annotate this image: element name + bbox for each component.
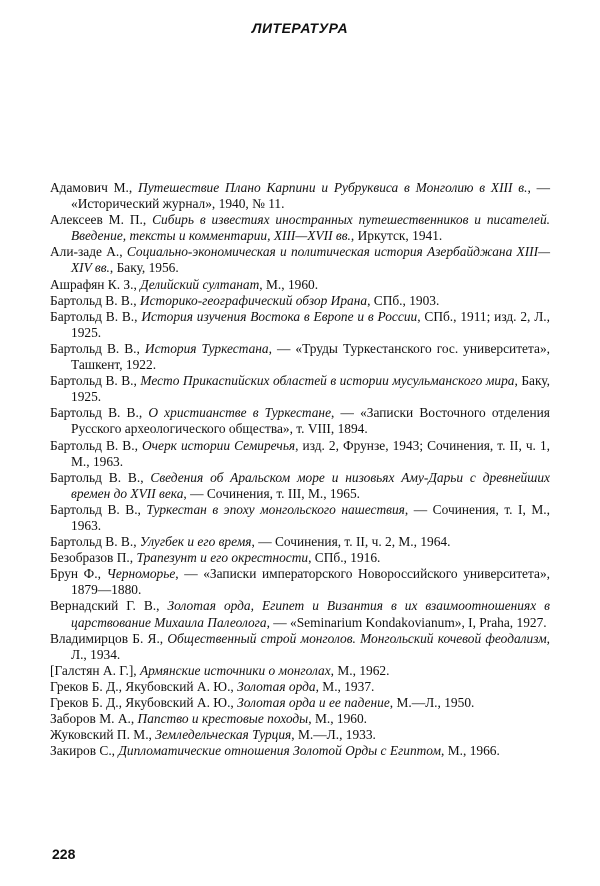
entry-author: Алексеев М. П., bbox=[50, 212, 153, 228]
bibliography-entry bbox=[50, 470, 550, 502]
entry-title: Земледельческая Турция bbox=[155, 727, 292, 743]
bibliography-entry bbox=[50, 695, 550, 711]
entry-author: Бартольд В. В., bbox=[50, 469, 151, 485]
entry-publication: , СПб., 1903. bbox=[367, 292, 440, 308]
entry-publication: , М., 1937. bbox=[315, 678, 375, 694]
bibliography-entry bbox=[50, 293, 550, 309]
bibliography-entry bbox=[50, 550, 550, 566]
entry-author: Закиров С., bbox=[50, 743, 119, 759]
bibliography-entry bbox=[50, 373, 550, 405]
bibliography-entry bbox=[50, 212, 550, 244]
entry-author: Заборов М. А., bbox=[50, 711, 138, 727]
bibliography-entry bbox=[50, 598, 550, 630]
entry-author: Бартольд В. В., bbox=[50, 437, 142, 453]
entry-title: Общественный строй монголов. Монгольский кочевой феодализм bbox=[167, 630, 547, 646]
entry-author: Адамович М., bbox=[50, 180, 139, 195]
bibliography-entry bbox=[50, 743, 550, 759]
entry-title: Золотая орда и ее падение bbox=[237, 695, 390, 710]
page-number: 228 bbox=[52, 846, 76, 862]
entry-author: Али-заде А., bbox=[50, 244, 127, 260]
entry-author: Брун Ф., bbox=[50, 566, 107, 582]
entry-publication: , М., 1960. bbox=[308, 711, 368, 727]
entry-title: Армянские источники о монголах bbox=[140, 662, 331, 678]
entry-author: Вернадский Г. В., bbox=[50, 598, 168, 614]
entry-author: Бартольд В. В., bbox=[50, 501, 147, 517]
entry-publication: , — «Записки Восточного отделения Русского археологического общества», т. VIII, 1894. bbox=[71, 405, 550, 437]
entry-title: Сведения об Аральском море и низовьях Аму-Дарьи с древнейших времен до XVII века bbox=[71, 469, 550, 501]
entry-title: Папство и крестовые походы bbox=[137, 711, 309, 727]
bibliography-entry bbox=[50, 180, 550, 212]
bibliography-entry bbox=[50, 244, 550, 276]
bibliography-entry bbox=[50, 679, 550, 695]
entry-title: Очерк истории Семиречья bbox=[141, 437, 296, 453]
entry-author: Бартольд В. В., bbox=[50, 405, 149, 421]
entry-publication: , — Сочинения, т. III, М., 1965. bbox=[183, 485, 361, 501]
entry-publication: , М., 1960. bbox=[259, 276, 319, 292]
bibliography-list bbox=[50, 180, 550, 759]
entry-title: Делийский султанат bbox=[140, 276, 260, 292]
entry-title: Золотая орда bbox=[237, 678, 316, 694]
bibliography-entry bbox=[50, 438, 550, 470]
entry-title: О христианстве в Туркестане bbox=[148, 405, 332, 421]
entry-publication: , — «Труды Туркестанского гос. университета», Ташкент, 1922. bbox=[71, 340, 551, 373]
entry-publication: , — Сочинения, т. I, М., 1963. bbox=[71, 501, 550, 533]
bibliography-entry bbox=[50, 663, 550, 679]
entry-author: Бартольд В. В., bbox=[50, 292, 140, 308]
bibliography-entry bbox=[50, 711, 550, 727]
entry-publication: , М., 1966. bbox=[441, 743, 500, 759]
entry-publication: , СПб., 1916. bbox=[308, 550, 381, 566]
bibliography-entry bbox=[50, 631, 550, 663]
entry-publication: , Баку, 1956. bbox=[109, 260, 179, 276]
entry-title: Улугбек и его время bbox=[139, 534, 252, 550]
entry-author: Безобразов П., bbox=[50, 550, 137, 566]
entry-publication: , изд. 2, Фрунзе, 1943; Сочинения, т. II, ч. 1, М., 1963. bbox=[71, 437, 550, 469]
entry-author: Бартольд В. В., bbox=[50, 373, 141, 389]
bibliography-entry bbox=[50, 727, 550, 743]
entry-author: Греков Б. Д., Якубовский А. Ю., bbox=[50, 695, 238, 710]
bibliography-entry bbox=[50, 341, 550, 373]
bibliography-entry bbox=[50, 405, 550, 437]
entry-author: Владимирцов Б. Я., bbox=[50, 630, 168, 646]
entry-title: Черноморье bbox=[106, 566, 176, 582]
entry-author: Греков Б. Д., Якубовский А. Ю., bbox=[50, 678, 238, 694]
entry-publication: , М.—Л., 1933. bbox=[291, 727, 376, 743]
bibliography-entry bbox=[50, 277, 550, 293]
entry-publication: , — Сочинения, т. II, ч. 2, М., 1964. bbox=[251, 534, 451, 550]
entry-publication: , М., 1962. bbox=[330, 662, 390, 678]
entry-title: История Туркестана bbox=[144, 340, 269, 356]
entry-publication: , — «Исторический журнал», 1940, № 11. bbox=[71, 180, 550, 212]
entry-title: Путешествие Плано Карпини и Рубруквиса в Монголию в XIII в. bbox=[138, 180, 528, 195]
entry-title: Место Прикаспийских областей в истории мусульманского мира bbox=[140, 373, 515, 389]
entry-author: Ашрафян К. З., bbox=[50, 276, 141, 292]
entry-author: Бартольд В. В., bbox=[50, 340, 145, 356]
entry-publication: , Иркутск, 1941. bbox=[350, 228, 443, 244]
bibliography-entry bbox=[50, 566, 550, 598]
entry-publication: , — «Записки императорского Новороссийского университета», 1879—1880. bbox=[71, 566, 551, 598]
entry-author: Бартольд В. В., bbox=[50, 308, 142, 324]
entry-publication: , Л., 1934. bbox=[71, 630, 550, 662]
entry-publication: , Баку, 1925. bbox=[71, 373, 550, 405]
entry-publication: , — «Seminarium Kondakovianum», I, Praha, 1927. bbox=[266, 614, 547, 630]
entry-author: [Галстян А. Г.], bbox=[50, 662, 140, 678]
entry-title: Историко-географический обзор Ирана bbox=[139, 292, 368, 308]
entry-title: Туркестан в эпоху монгольского нашествия bbox=[146, 501, 405, 517]
page-heading: ЛИТЕРАТУРА bbox=[251, 20, 349, 36]
bibliography-entry bbox=[50, 534, 550, 550]
entry-publication: , М.—Л., 1950. bbox=[389, 695, 475, 710]
entry-title: Трапезунт и его окрестности bbox=[136, 550, 309, 566]
entry-author: Бартольд В. В., bbox=[50, 534, 140, 550]
entry-title: Сибирь в известиях иностранных путешественников и писателей. Введение, тексты и комментарии, XIII—XVII вв. bbox=[71, 212, 550, 244]
entry-title: Социально-экономическая и политическая история Азербайджана XIII—XIV вв. bbox=[71, 244, 550, 276]
entry-title: Золотая орда, Египет и Византия в их взаимоотношениях в царствование Михаила Палеолога bbox=[71, 598, 550, 630]
bibliography-entry bbox=[50, 309, 550, 341]
entry-title: История изучения Востока в Европе и в России bbox=[141, 308, 418, 324]
entry-publication: , СПб., 1911; изд. 2, Л., 1925. bbox=[71, 308, 551, 340]
bibliography-entry bbox=[50, 502, 550, 534]
entry-title: Дипломатические отношения Золотой Орды с Египтом bbox=[118, 743, 442, 759]
entry-author: Жуковский П. М., bbox=[50, 727, 156, 743]
